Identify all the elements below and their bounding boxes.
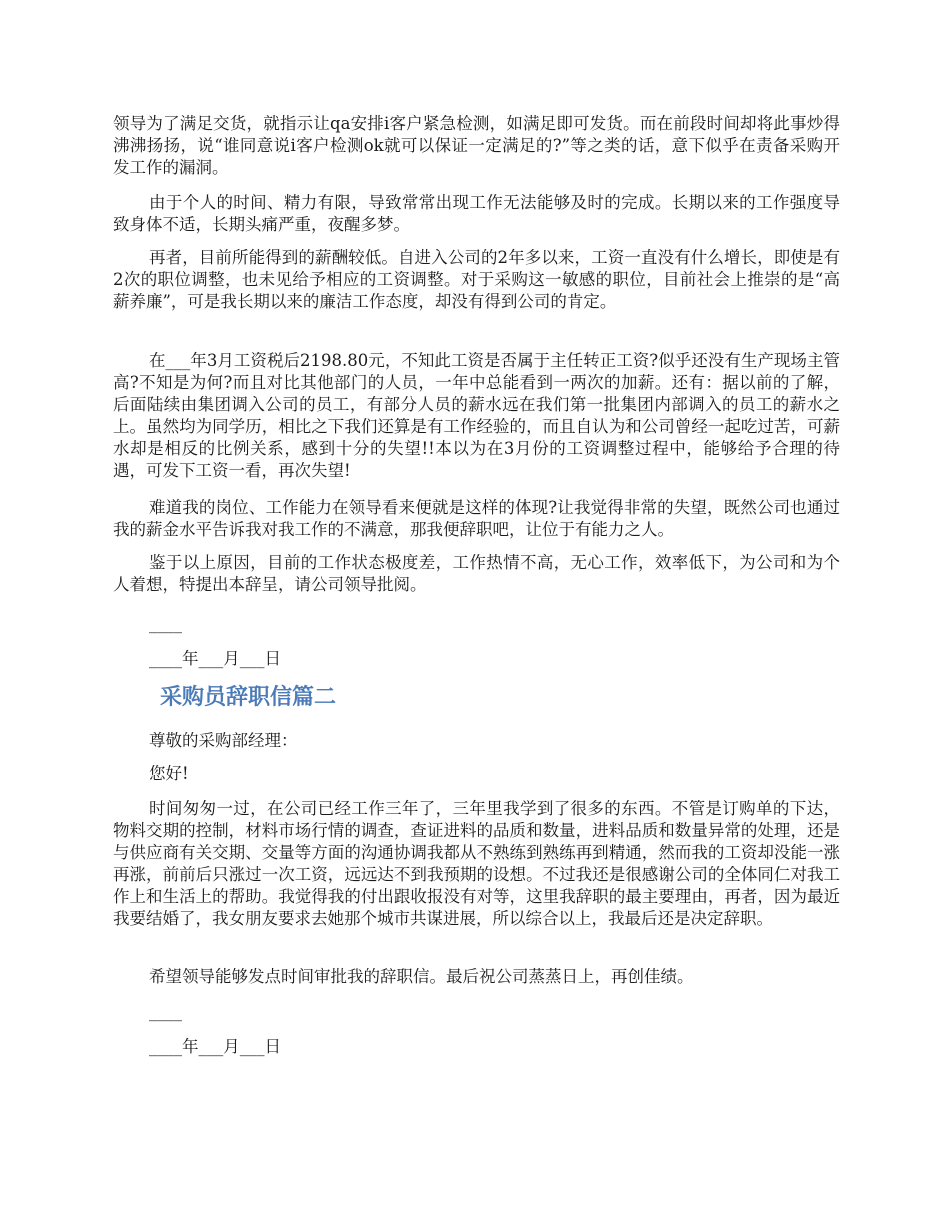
paragraph: 由于个人的时间、精力有限，导致常常出现工作无法能够及时的完成。长期以来的工作强度导致身体不适，长期头痛严重，夜醒多梦。 [113, 193, 840, 234]
date-line: ____年___月___日 [149, 1037, 281, 1056]
section-heading: 采购员辞职信篇二 [160, 685, 337, 710]
signature-line: ____ [149, 1002, 182, 1021]
paragraph: 鉴于以上原因，目前的工作状态极度差，工作热情不高，无心工作，效率低下，为公司和为个人着想，特提出本辞呈，请公司领导批阅。 [113, 553, 840, 594]
paragraph: 时间匆匆一过，在公司已经工作三年了，三年里我学到了很多的东西。不管是订购单的下达，物料交期的控制，材料市场行情的调查，查证进料的品质和数量，进料品质和数量异常的处理，还是与供应商有关交期、交量等方面的沟通协调我都从不熟练到熟练再到精通，然而我的工资却没能一涨再涨，前前后只涨过一次工资，远远达不到我预期的设想。不过我还是很感谢公司的全体同仁对我工作上和生活上的帮助。我觉得我的付出跟收报没有对等，这里我辞职的最主要理由，再者，因为最近我要结婚了，我女朋友要求去她那个城市共谋进展，所以综合以上，我最后还是决定辞职。 [113, 799, 840, 928]
date-line: ____年___月___日 [149, 649, 281, 668]
salutation: 尊敬的采购部经理： [149, 731, 298, 750]
paragraph: 领导为了满足交货，就指示让qa安排i客户紧急检测，如满足即可发货。而在前段时间却将此事炒得沸沸扬扬，说“谁同意说i客户检测ok就可以保证一定满足的?”等之类的话，意下似乎在责备采购开发工作的漏洞。 [113, 114, 840, 177]
paragraph: 难道我的岗位、工作能力在领导看来便就是这样的体现?让我觉得非常的失望，既然公司也通过我的薪金水平告诉我对我工作的不满意，那我便辞职吧，让位于有能力之人。 [113, 498, 840, 539]
paragraph: 再者，目前所能得到的薪酬较低。自进入公司的2年多以来，工资一直没有什么增长，即使是有2次的职位调整，也未见给予相应的工资调整。对于采购这一敏感的职位，目前社会上推崇的是“高薪养廉”，可是我长期以来的廉洁工作态度，却没有得到公司的肯定。 [113, 248, 840, 311]
paragraph: 在___年3月工资税后2198.80元，不知此工资是否属于主任转正工资?似乎还没有生产现场主管高?不知是为何?而且对比其他部门的人员，一年中总能看到一两次的加薪。还有：据以前的了解，后面陆续由集团调入公司的员工，有部分人员的薪水远在我们第一批集团内部调入的员工的薪水之上。虽然均为同学历，相比之下我们还算是有工作经验的，而且自认为和公司曾经一起吃过苦，可薪水却是相反的比例关系，感到十分的失望!!本以为在3月份的工资调整过程中，能够给予合理的待遇，可发下工资一看，再次失望! [113, 351, 840, 480]
paragraph: 希望领导能够发点时间审批我的辞职信。最后祝公司蒸蒸日上，再创佳绩。 [149, 967, 694, 986]
signature-line: ____ [149, 614, 182, 633]
greeting: 您好! [149, 764, 189, 783]
